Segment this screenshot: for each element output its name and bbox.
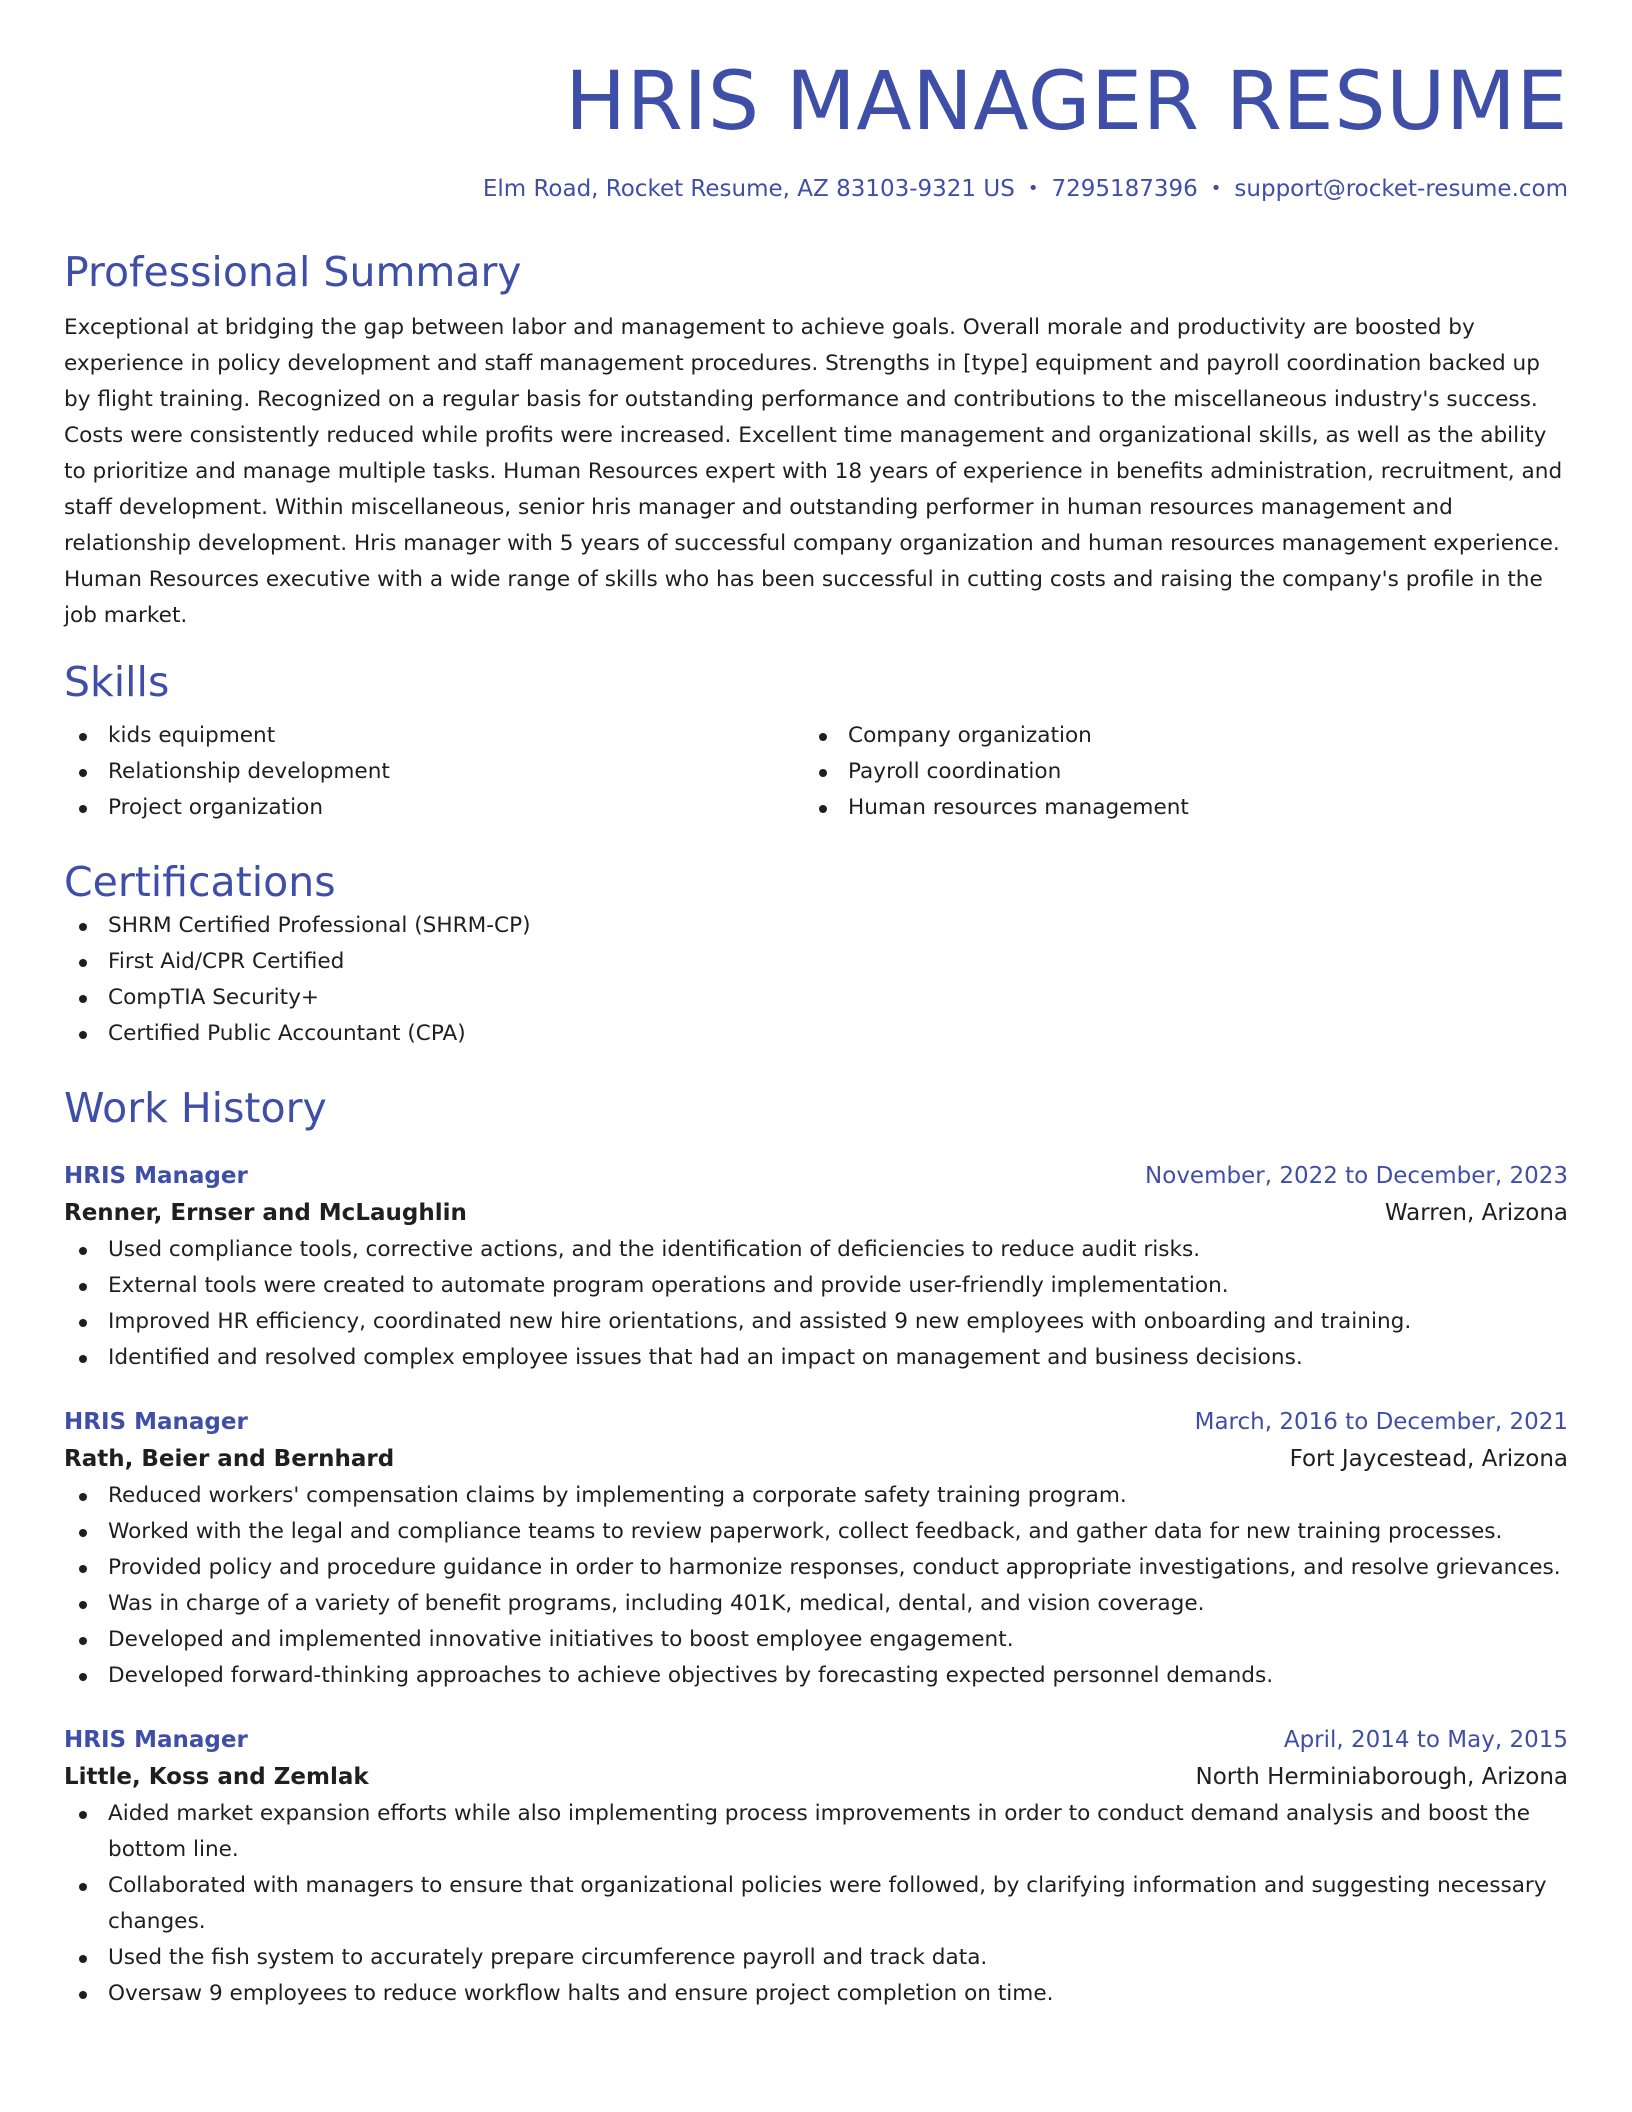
professional-summary-section [64,246,1568,634]
job-dates: April, 2014 to May, 2015 [1283,1727,1568,1753]
job-dates: November, 2022 to December, 2023 [1145,1163,1568,1189]
job-employer-row [64,1194,1568,1232]
job-location: Fort Jaycestead, Arizona [1289,1446,1568,1472]
work-history-section [64,1082,1568,2012]
job-bullet: Used the fish system to accurately prepare circumference payroll and track data. [64,1940,1568,1976]
skill-item: Human resources management [804,790,1544,826]
job-location: Warren, Arizona [1384,1200,1568,1226]
contact-address: Elm Road, Rocket Resume, AZ 83103-9321 US [482,176,1015,202]
skill-item: Project organization [64,790,804,826]
certification-item: Certified Public Accountant (CPA) [64,1016,1568,1052]
job-entry [64,1158,1568,1376]
certification-item: SHRM Certified Professional (SHRM-CP) [64,908,1568,944]
skill-item: kids equipment [64,718,804,754]
job-title: HRIS Manager [64,1163,248,1189]
job-title: HRIS Manager [64,1409,248,1435]
contact-separator: • [1027,178,1039,199]
skill-item: Company organization [804,718,1544,754]
job-bullet: Oversaw 9 employees to reduce workflow halts and ensure project completion on time. [64,1976,1568,2012]
certifications-section [64,856,1568,1052]
job-header-row [64,1722,1568,1758]
skills-column-right [804,718,1544,826]
job-bullet: Identified and resolved complex employee issues that had an impact on management and business decisions. [64,1340,1568,1376]
section-title-work-history: Work History [64,1084,327,1132]
section-title-summary: Professional Summary [64,248,522,296]
job-bullet-list [64,1232,1568,1376]
job-header-row [64,1404,1568,1440]
job-bullet: Used compliance tools, corrective actions, and the identification of deficiencies to reduce audit risks. [64,1232,1568,1268]
job-bullet: Developed forward-thinking approaches to achieve objectives by forecasting expected personnel demands. [64,1658,1568,1694]
job-employer-row [64,1440,1568,1478]
job-entry [64,1404,1568,1694]
job-bullet: Collaborated with managers to ensure that organizational policies were followed, by clarifying information and suggesting necessary changes. [64,1868,1568,1940]
job-company: Renner, Ernser and McLaughlin [64,1200,467,1226]
skills-column-left [64,718,804,826]
skill-item: Payroll coordination [804,754,1544,790]
job-bullet: Provided policy and procedure guidance in order to harmonize responses, conduct appropriate investigations, and resolve grievances. [64,1550,1568,1586]
job-entry [64,1722,1568,2012]
certification-item: First Aid/CPR Certified [64,944,1568,980]
resume-header [64,52,1568,204]
skills-section [64,656,1568,826]
skills-grid [64,718,1568,826]
job-bullet: Reduced workers' compensation claims by implementing a corporate safety training program. [64,1478,1568,1514]
job-bullet: External tools were created to automate program operations and provide user-friendly implementation. [64,1268,1568,1304]
skill-item: Relationship development [64,754,804,790]
certifications-list [64,908,1568,1052]
summary-text: Exceptional at bridging the gap between labor and management to achieve goals. Overall morale and productivity are boosted by experience in policy development and staff management procedures. Strengths in [type] equipment and payroll coordination backed up by flight training. Recognized on a regular basis for outstanding performance and contributions to the miscellaneous industry's success. Costs were consistently reduced while profits were increased. Excellent time management and organizational skills, as well as the ability to prioritize and manage multiple tasks. Human Resources expert with 18 years of experience in benefits administration, recruitment, and staff development. Within miscellaneous, senior hris manager and outstanding performer in human resources management and relationship development. Hris manager with 5 years of successful company organization and human resources management experience. Human Resources executive with a wide range of skills who has been successful in cutting costs and raising the company's profile in the job market. [64,315,1563,628]
job-bullet: Improved HR efficiency, coordinated new hire orientations, and assisted 9 new employees with onboarding and training. [64,1304,1568,1340]
job-company: Rath, Beier and Bernhard [64,1446,395,1472]
job-location: North Herminiaborough, Arizona [1195,1764,1568,1790]
job-bullet-list [64,1478,1568,1694]
job-company: Little, Koss and Zemlak [64,1764,369,1790]
section-title-skills: Skills [64,658,170,706]
resume-name: HRIS MANAGER RESUME [565,55,1568,149]
contact-line [64,174,1568,204]
certification-item: CompTIA Security+ [64,980,1568,1016]
contact-email[interactable]: support@rocket-resume.com [1234,176,1568,202]
job-bullet: Aided market expansion efforts while also implementing process improvements in order to conduct demand analysis and boost the bottom line. [64,1796,1568,1868]
job-bullet: Worked with the legal and compliance teams to review paperwork, collect feedback, and gather data for new training processes. [64,1514,1568,1550]
job-bullet-list [64,1796,1568,2012]
job-bullet: Developed and implemented innovative initiatives to boost employee engagement. [64,1622,1568,1658]
job-dates: March, 2016 to December, 2021 [1194,1409,1568,1435]
contact-separator: • [1210,178,1222,199]
contact-phone[interactable]: 7295187396 [1051,176,1198,202]
job-header-row [64,1158,1568,1194]
section-title-certifications: Certifications [64,858,336,906]
job-bullet: Was in charge of a variety of benefit programs, including 401K, medical, dental, and vision coverage. [64,1586,1568,1622]
job-title: HRIS Manager [64,1727,248,1753]
job-employer-row [64,1758,1568,1796]
